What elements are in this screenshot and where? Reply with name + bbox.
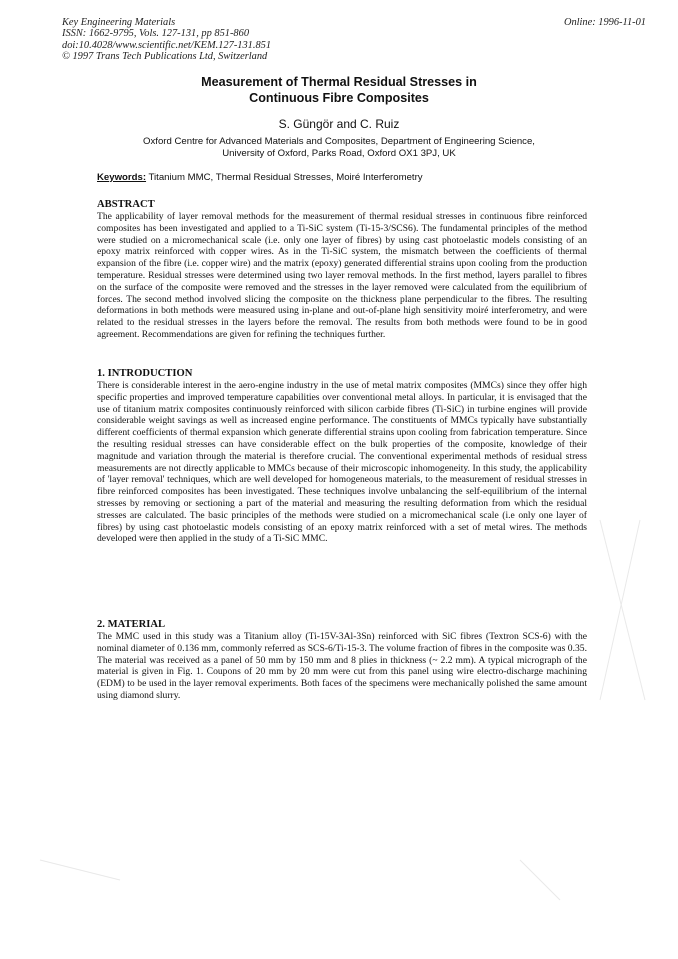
abstract-heading: ABSTRACT — [97, 199, 155, 210]
introduction-heading: 1. INTRODUCTION — [97, 368, 193, 379]
doi-line: doi:10.4028/www.scientific.net/KEM.127-131.851 — [62, 39, 272, 51]
paper-authors: S. Güngör and C. Ruiz — [278, 117, 400, 131]
online-date: Online: 1996-11-01 — [563, 17, 646, 28]
material-text: The MMC used in this study was a Titanium alloy (Ti-15V-3Al-3Sn) reinforced with SiC fibres (Textron SCS-6) with the nominal diameter of 0.136 mm, commonly referred as SCS-6/Ti-15-3. The volume fraction of fibres in the composite was 0.35. The material was received as a panel of 50 mm by 150 mm and 8 plies in thickness (~ 2.2 mm). A typical micrograph of the material is given in Fig. 1. Coupons of 20 mm by 20 mm were cut from this panel using wire electro-discharge machining (EDM) to be used in the layer removal experiments. Both faces of the specimens were mechanically polished the same amount using diamond slurry. — [97, 631, 587, 701]
material-heading: 2. MATERIAL — [97, 619, 166, 630]
introduction-text: There is considerable interest in the aero-engine industry in the use of metal matrix composites (MMCs) since they offer high specific properties and improved temperature capabilities over conventional metal alloys. In particular, it is envisaged that the use of titanium matrix composites continuously reinforced with silicon carbide fibres (Ti-SiC) in turbine engines will provide considerable weight savings as well as increased engine performance. The constituents of MMCs typically have substantially different coefficients of thermal expansion which generate differential strains upon cooling from fabrication temperature. Since the resulting residual stresses can have considerable effect on the bulk properties of the composite, knowledge of their magnitude and variation through the material is therefore crucial. The conventional experimental methods of residual stress measurements are not directly applicable to MMCs because of their microscopic inhomogeneity. In this study, the applicability of 'layer removal' techniques, which are well developed for homogeneous materials, to the measurement of residual stresses in fibre reinforced composites has been investigated. These techniques involve unbalancing the self-equilibrium of the internal stresses by removing or sectioning a part of the material and measuring the resulting deformation from which the residual stresses are calculated. The basic principles of the methods were studied on a micromechanical scale (i.e only one layer of fibres) by using cast photoelastic models consisting of an epoxy matrix reinforced with a set of metal wires. The methods developed were then applied in the study of a Ti-SiC MMC. — [97, 380, 587, 545]
introduction-section — [97, 368, 587, 545]
affiliation-line-2: University of Oxford, Parks Road, Oxford OX1 3PJ, UK — [222, 147, 456, 159]
abstract-section — [97, 199, 587, 341]
copyright-line: © 1997 Trans Tech Publications Ltd, Switzerland — [62, 51, 268, 63]
keywords-text: Titanium MMC, Thermal Residual Stresses, Moiré Interferometry — [146, 172, 423, 183]
title-line-2: Continuous Fibre Composites — [249, 91, 429, 105]
affiliation-line-1: Oxford Centre for Advanced Materials and Composites, Department of Engineering Science, — [143, 136, 535, 147]
journal-meta — [62, 17, 271, 63]
material-section — [97, 619, 587, 702]
journal-name: Key Engineering Materials — [62, 17, 176, 28]
abstract-text: The applicability of layer removal methods for the measurement of thermal residual stresses in continuous fibre reinforced composites has been investigated and applied to a Ti-SiC system (Ti-15-3/SCS6). The fundamental principles of the method were studied on a micromechanical scale (i.e. only one layer of fibres) by using cast photoelastic models consisting of an epoxy matrix reinforced with copper wires. As in the Ti-SiC system, the mismatch between the coefficients of thermal expansion of the fibre (i.e. copper wire) and the matrix (epoxy) generated differential strains upon cooling from the production temperature. Residual stresses were determined using two layer removal methods. In the first method, layers parallel to fibres on the surface of the composite were removed and the stresses in the layer removed were calculated from the equilibrium of forces. The second method involved slicing the composite on the thickness plane perpendicular to the fibres. The resulting deformations in both methods were measured using in-plane and out-of-plane high sensitivity moiré interferometry, and were related to the residual stresses in the layers before the removal. The results from both methods were found to be in good agreement. Recommendations are given for refining the techniques further. — [97, 211, 587, 340]
issn-line: ISSN: 1662-9795, Vols. 127-131, pp 851-860 — [62, 28, 250, 40]
title-line-1: Measurement of Thermal Residual Stresses in — [201, 75, 477, 89]
keywords — [97, 172, 423, 183]
paper-title — [0, 74, 678, 106]
keywords-label: Keywords: — [97, 172, 147, 183]
affiliation — [0, 136, 678, 160]
